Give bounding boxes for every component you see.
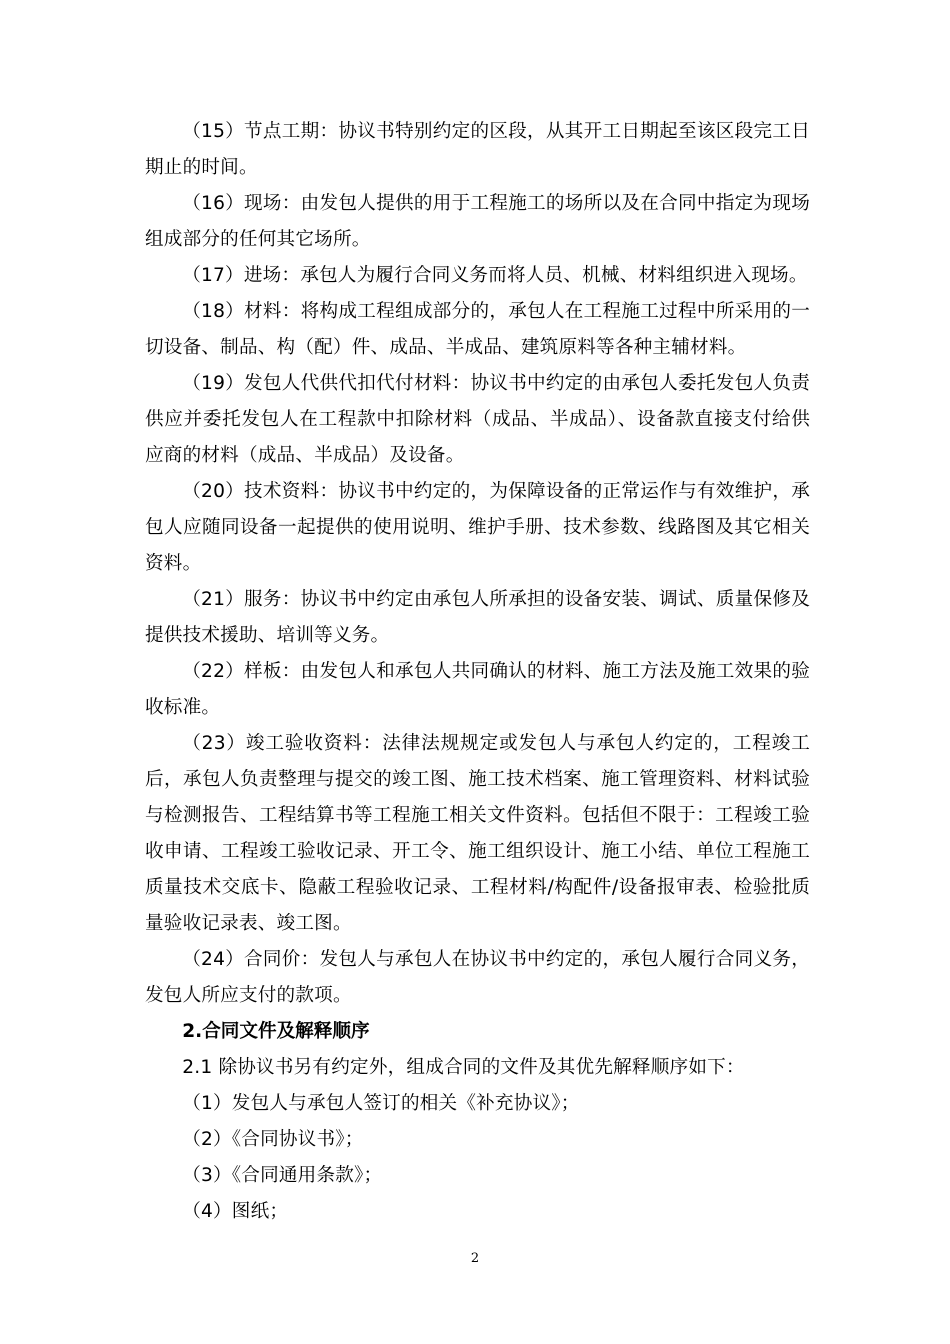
clause-16: （16）现场：由发包人提供的用于工程施工的场所以及在合同中指定为现场组成部分的任何其它场所。 <box>145 193 810 250</box>
clause-19: （19）发包人代供代扣代付材料：协议书中约定的由承包人委托发包人负责供应并委托发包人在工程款中扣除材料（成品、半成品）、设备款直接支付给供应商的材料（成品、半成品）及设备。 <box>145 373 810 466</box>
clause-20: （20）技术资料：协议书中约定的，为保障设备的正常运作与有效维护，承包人应随同设备一起提供的使用说明、维护手册、技术参数、线路图及其它相关资料。 <box>145 481 810 574</box>
list-item: （1）发包人与承包人签订的相关《补充协议》； <box>182 1093 580 1114</box>
page-number: 2 <box>470 1251 480 1266</box>
clause-15: （15）节点工期：协议书特别约定的区段，从其开工日期起至该区段完工日期止的时间。 <box>145 121 810 178</box>
clause-24: （24）合同价：发包人与承包人在协议书中约定的，承包人履行合同义务，发包人所应支付的款项。 <box>145 949 810 1006</box>
clause-23: （23）竣工验收资料：法律法规规定或发包人与承包人约定的，工程竣工后，承包人负责整理与提交的竣工图、施工技术档案、施工管理资料、材料试验与检测报告、工程结算书等工程施工相关文件资料。包括但不限于：工程竣工验收申请、工程竣工验收记录、开工令、施工组织设计、施工小结、单位工程施工质量技术交底卡、隐蔽工程验收记录、工程材料/构配件/设备报审表、检验批质量验收记录表、竣工图。 <box>145 733 810 934</box>
section-intro: 2.1 除协议书另有约定外，组成合同的文件及其优先解释顺序如下： <box>182 1057 745 1078</box>
list-item: （3）《合同通用条款》； <box>182 1165 383 1186</box>
list-item: （4）图纸； <box>182 1201 289 1222</box>
section-heading: 2.合同文件及解释顺序 <box>182 1021 370 1042</box>
document-body <box>145 114 810 1230</box>
list-item: （2）《合同协议书》； <box>182 1129 364 1150</box>
clause-21: （21）服务：协议书中约定由承包人所承担的设备安装、调试、质量保修及提供技术援助、培训等义务。 <box>145 589 810 646</box>
clause-18: （18）材料：将构成工程组成部分的，承包人在工程施工过程中所采用的一切设备、制品、构（配）件、成品、半成品、建筑原料等各种主辅材料。 <box>145 301 810 358</box>
clause-22: （22）样板：由发包人和承包人共同确认的材料、施工方法及施工效果的验收标准。 <box>145 661 810 718</box>
clause-17: （17）进场：承包人为履行合同义务而将人员、机械、材料组织进入现场。 <box>182 265 808 286</box>
